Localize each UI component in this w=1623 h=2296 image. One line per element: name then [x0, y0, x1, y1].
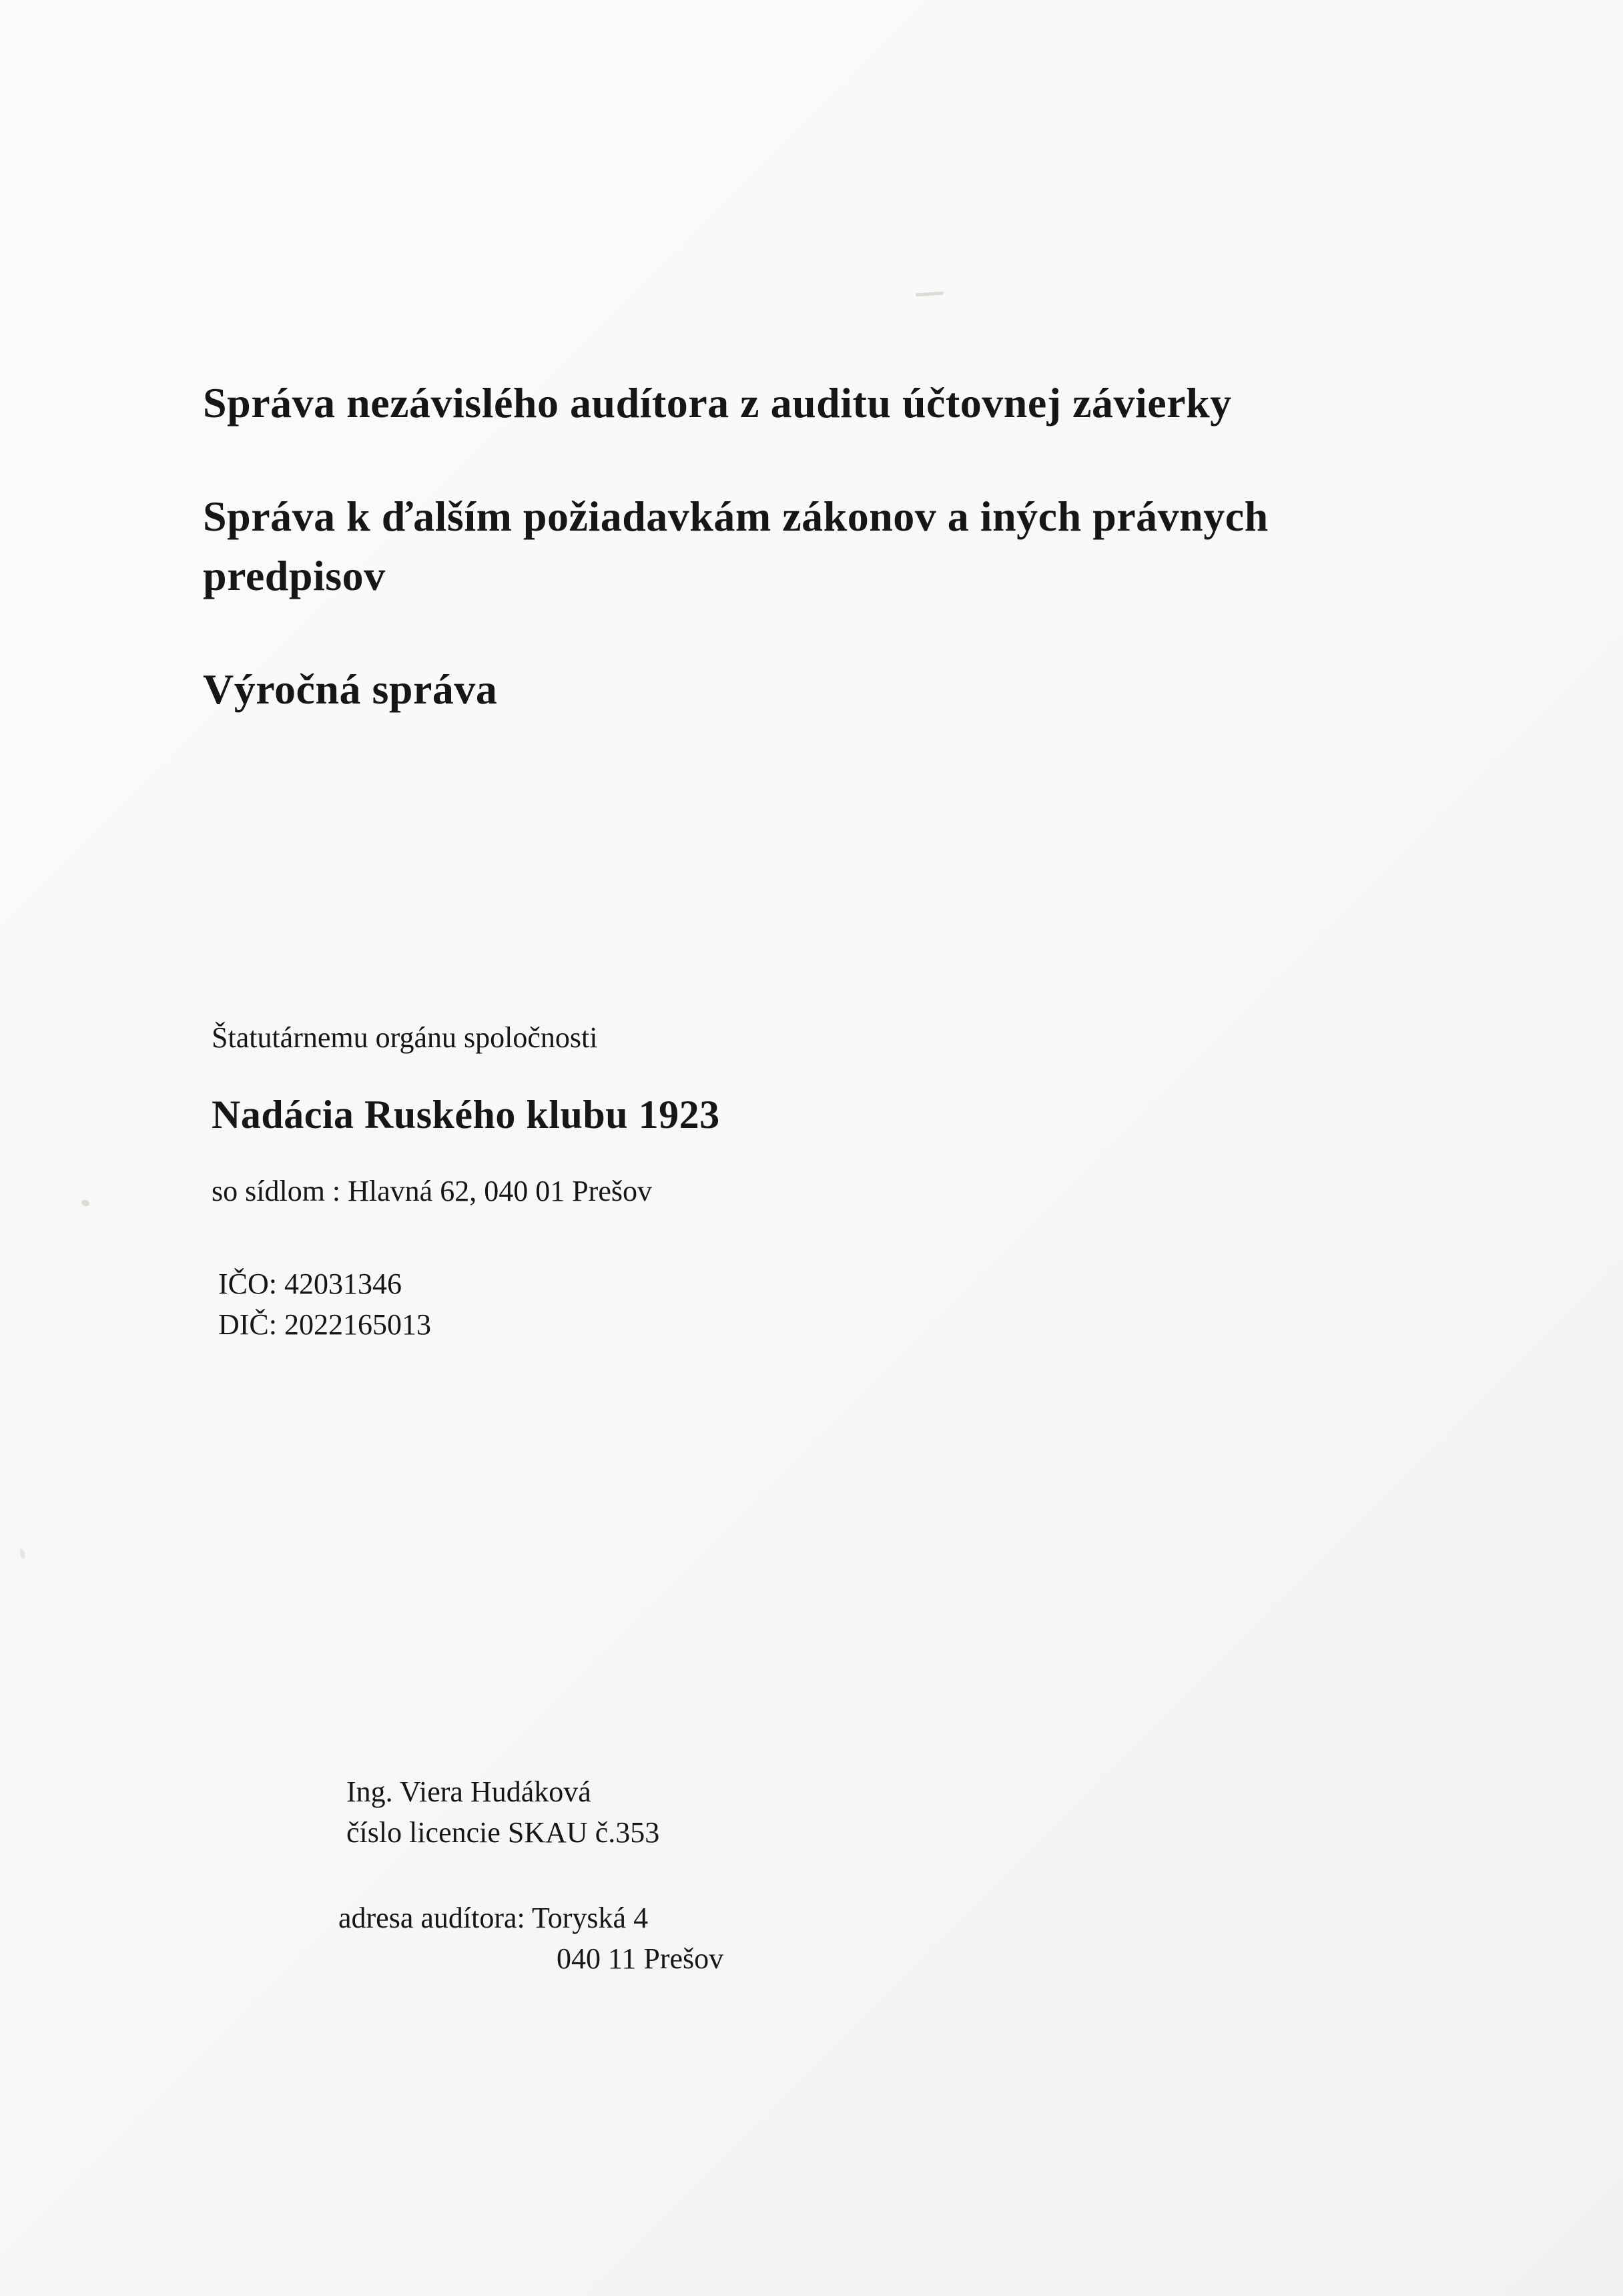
- scan-artifact-mark: [19, 1548, 26, 1559]
- report-title-legal-requirements: Správa k ďalším požiadavkám zákonov a iných právnych predpisov: [203, 493, 1269, 599]
- registration-numbers: [218, 1264, 1346, 1345]
- auditor-name: Ing. Viera Hudáková: [346, 1775, 591, 1808]
- scan-artifact-speck: [81, 1199, 91, 1207]
- addressee-block: [212, 1018, 1346, 1346]
- auditor-block: [338, 1772, 723, 1980]
- auditor-license: číslo licencie SKAU č.353: [346, 1815, 660, 1849]
- report-title-annual-report: Výročná správa: [203, 665, 498, 713]
- salutation: Štatutárnemu orgánu spoločnosti: [212, 1021, 598, 1054]
- registered-office: so sídlom : Hlavná 62, 040 01 Prešov: [212, 1175, 652, 1208]
- auditor-address-line1: adresa audítora: Toryská 4: [338, 1902, 649, 1935]
- auditor-address-line2: 040 11 Prešov: [557, 1942, 724, 1976]
- title-block: [203, 374, 1457, 774]
- report-title-audit: Správa nezávislého audítora z auditu účtovnej závierky: [203, 379, 1232, 426]
- company-name: Nadácia Ruského klubu 1923: [212, 1093, 720, 1137]
- scan-artifact-dash: [916, 292, 944, 297]
- dic-number: DIČ: 2022165013: [218, 1308, 431, 1342]
- auditor-address: [338, 1898, 723, 1979]
- ico-number: IČO: 42031346: [218, 1267, 402, 1301]
